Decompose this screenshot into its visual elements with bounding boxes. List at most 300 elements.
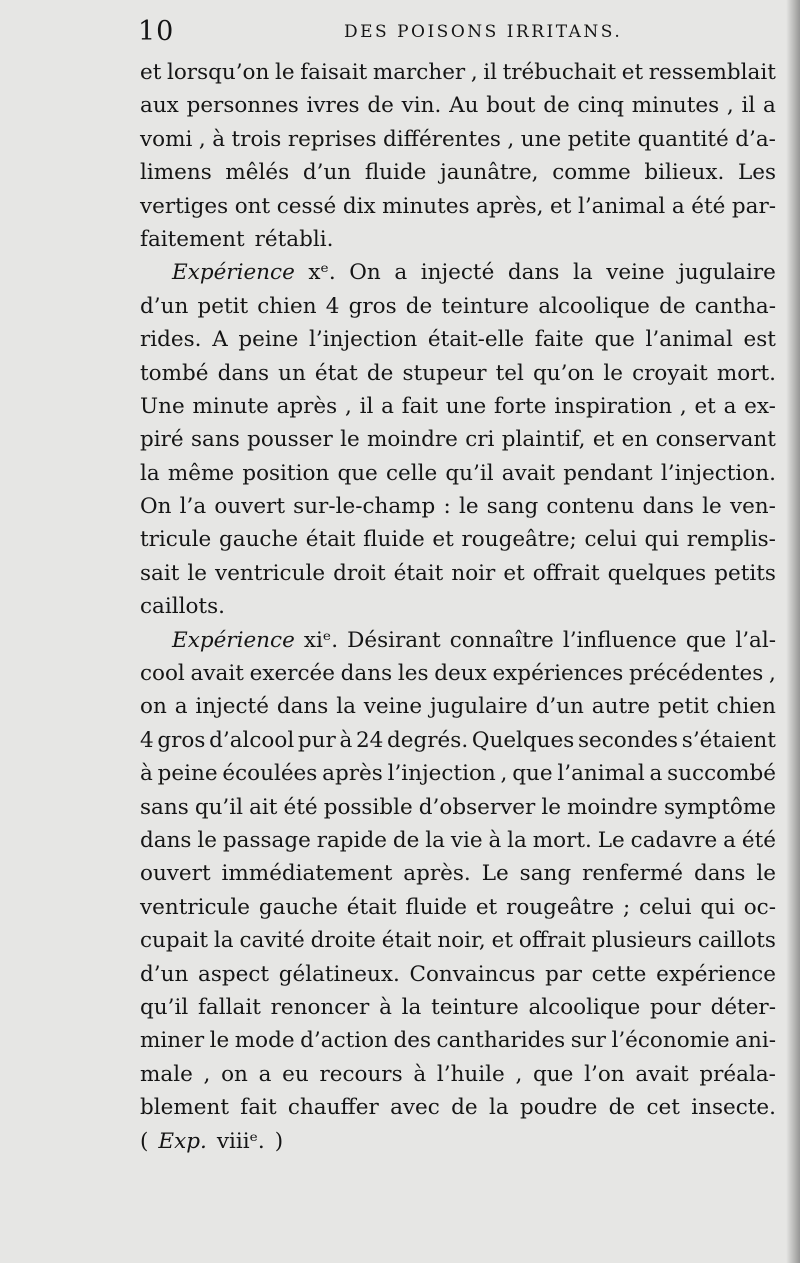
word: le <box>603 360 623 386</box>
word: petits <box>714 560 776 586</box>
text-line <box>140 457 776 490</box>
word: : <box>443 494 451 520</box>
word: qu’il <box>194 794 244 820</box>
word: le <box>340 427 360 453</box>
word: mêlés <box>225 160 290 186</box>
word: fait <box>240 1095 277 1121</box>
text-line <box>140 1058 776 1091</box>
word: dix <box>342 193 376 219</box>
word: le <box>187 560 208 586</box>
word: l’injection <box>309 327 418 353</box>
word: la <box>213 928 234 954</box>
word: poudre <box>520 1095 598 1121</box>
word: faite <box>534 327 584 353</box>
word: injecté <box>195 694 269 720</box>
word: les <box>397 661 429 687</box>
word: d’un <box>535 694 584 720</box>
word: état <box>314 360 358 386</box>
word: mode <box>234 1028 295 1054</box>
word: on <box>140 694 167 720</box>
word: comme <box>552 160 631 186</box>
word: sang <box>486 494 539 520</box>
word: l’animal <box>557 761 645 787</box>
word: sans <box>191 427 240 453</box>
word: 4 <box>325 293 340 319</box>
text-line <box>140 89 776 122</box>
word: vertiges <box>140 193 229 219</box>
word: fait <box>401 393 438 419</box>
word: préala- <box>699 1061 776 1087</box>
word: inspiration <box>554 393 673 419</box>
page-edge-shadow <box>786 0 800 1263</box>
word: la <box>425 827 445 853</box>
word: de <box>608 1095 636 1121</box>
text-line <box>140 190 776 223</box>
word: des <box>393 1028 431 1054</box>
word: en <box>621 427 649 453</box>
word: cette <box>591 961 647 987</box>
word: tombé <box>140 360 209 386</box>
word: xiᵉ. <box>303 627 339 653</box>
word: fallait <box>197 994 261 1020</box>
text-line <box>140 924 776 957</box>
word: le <box>197 827 217 853</box>
word: l’animal <box>645 327 733 353</box>
word: jaunâtre, <box>440 160 539 186</box>
word: dans <box>140 827 192 853</box>
word: insecte. <box>691 1095 776 1121</box>
word: teinture <box>431 994 519 1020</box>
text-line <box>140 690 776 723</box>
word: Convaincus <box>409 961 536 987</box>
word: rétabli. <box>254 226 334 252</box>
word: degrés. <box>387 727 469 753</box>
word: expérience <box>656 961 776 987</box>
word: personnes <box>186 93 299 119</box>
text-line <box>140 323 776 356</box>
word: Expérience <box>172 260 295 286</box>
word: Quelques <box>471 727 575 753</box>
word: de <box>543 93 570 119</box>
text-line <box>140 824 776 857</box>
word: fluide <box>405 894 467 920</box>
text-line <box>140 991 776 1024</box>
word: bilieux. <box>644 160 725 186</box>
word: était <box>393 560 444 586</box>
word: veine <box>606 260 665 286</box>
word: rougeâtre <box>506 894 615 920</box>
word: Au <box>449 93 479 119</box>
word: cool <box>140 661 185 687</box>
word: avait <box>635 1061 689 1087</box>
text-line <box>140 423 776 456</box>
word: possible <box>323 794 413 820</box>
word: la <box>336 694 356 720</box>
word: veine <box>363 694 423 720</box>
word: l’économie <box>611 1028 730 1054</box>
word: fluide <box>363 527 425 553</box>
word: que <box>337 460 378 486</box>
word: caillots <box>697 928 776 954</box>
word: autre <box>591 694 651 720</box>
word: d’a- <box>735 126 776 152</box>
word: que <box>594 327 635 353</box>
word: alcoolique <box>528 994 641 1020</box>
word: il <box>483 60 498 85</box>
word: cessé <box>276 193 337 219</box>
word: a <box>649 761 663 787</box>
word: minutes <box>631 93 720 119</box>
word: mort. <box>532 827 592 853</box>
word: blement <box>140 1095 229 1121</box>
word: s’étaient <box>681 727 776 753</box>
word: a <box>174 694 188 720</box>
word: été <box>283 794 318 820</box>
text-line <box>140 590 776 623</box>
word: le <box>458 494 479 520</box>
word: cadavre <box>630 827 718 853</box>
word: Une <box>140 393 185 419</box>
word: une <box>445 393 487 419</box>
word: l’a <box>179 494 207 520</box>
word: après, <box>476 193 544 219</box>
word: était <box>381 928 432 954</box>
word: l’influence <box>562 627 677 653</box>
word: d’observer <box>418 794 536 820</box>
text-line <box>140 1024 776 1057</box>
word: cavité <box>239 928 305 954</box>
word: sur-le-champ <box>293 494 436 520</box>
word: faitement <box>140 226 245 252</box>
word: ouvert <box>214 494 285 520</box>
word: et <box>475 894 498 920</box>
word: à <box>379 994 392 1020</box>
word: tricule <box>140 527 212 553</box>
word: 24 <box>355 727 384 753</box>
word: la <box>488 1095 509 1121</box>
word: a <box>381 393 394 419</box>
word: la <box>140 460 160 486</box>
word: ani- <box>735 1028 776 1054</box>
word: que <box>533 1061 574 1087</box>
text-line <box>140 757 776 790</box>
word: moindre <box>367 427 458 453</box>
word: droite <box>310 928 376 954</box>
word: alcoolique <box>538 293 650 319</box>
word: contenu <box>546 494 635 520</box>
word: ( <box>140 1128 149 1154</box>
word: oc- <box>743 894 776 920</box>
text-line <box>140 891 776 924</box>
word: de <box>451 1095 478 1121</box>
word: il <box>359 393 374 419</box>
word: été <box>741 827 776 853</box>
word: précédentes <box>629 661 764 687</box>
word: gélatineux. <box>278 961 400 987</box>
word: , <box>507 126 515 152</box>
word: sans <box>140 794 189 820</box>
word: , <box>470 60 478 85</box>
word: a <box>394 260 408 286</box>
word: était <box>305 527 356 553</box>
word: et <box>694 393 716 419</box>
word: et <box>592 427 615 453</box>
word: on <box>221 1061 248 1087</box>
word: ventricule <box>140 894 250 920</box>
word: cupait <box>140 928 208 954</box>
word: d’action <box>300 1028 388 1054</box>
word: trois <box>231 126 282 152</box>
word: peine <box>157 761 218 787</box>
page-header <box>136 16 776 52</box>
word: Le <box>481 861 509 887</box>
word: renoncer <box>270 994 370 1020</box>
word: stupeur <box>402 360 487 386</box>
word: ont <box>234 193 271 219</box>
word: ventricule <box>215 560 326 586</box>
text-line <box>140 523 776 556</box>
word: , <box>726 93 734 119</box>
word: pur <box>297 727 336 753</box>
word: male <box>140 1061 193 1087</box>
word: le <box>541 794 561 820</box>
word: tel <box>495 360 524 386</box>
word: est <box>743 327 776 353</box>
word: il <box>741 93 756 119</box>
word: noir, <box>437 928 486 954</box>
word: aux <box>140 93 179 119</box>
word: dans <box>340 661 393 687</box>
word: Exp. <box>158 1128 207 1154</box>
word: une <box>520 126 562 152</box>
word: Désirant <box>347 627 441 653</box>
word: lorsqu’on <box>166 60 270 85</box>
text-line <box>140 490 776 523</box>
word: était <box>346 894 397 920</box>
word: vomi <box>140 126 193 152</box>
word: que <box>512 761 553 787</box>
word: dans <box>507 260 560 286</box>
word: dans <box>693 861 746 887</box>
word: immédiatement <box>221 861 393 887</box>
word: l’al- <box>735 627 776 653</box>
word: trébuchait <box>502 60 617 85</box>
word: pousser <box>247 427 333 453</box>
word: passage <box>222 827 311 853</box>
word: celui <box>584 527 637 553</box>
word: On <box>140 494 172 520</box>
word: de <box>367 93 394 119</box>
word: qui <box>644 527 680 553</box>
word: d’alcool <box>209 727 295 753</box>
word: cri <box>465 427 495 453</box>
word: cantha- <box>694 293 776 319</box>
word: le <box>274 60 295 85</box>
word: et <box>491 928 514 954</box>
word: Expérience <box>172 627 295 653</box>
body-text <box>140 56 776 1158</box>
word: sait <box>140 560 180 586</box>
word: ouvert <box>140 861 211 887</box>
word: de <box>392 827 420 853</box>
word: ven- <box>729 494 776 520</box>
word: plaintif, <box>501 427 586 453</box>
text-line <box>140 223 776 256</box>
word: viiiᵉ. <box>216 1128 265 1154</box>
word: après. <box>403 861 471 887</box>
word: a <box>671 193 685 219</box>
word: gros <box>157 727 206 753</box>
word: petit <box>197 293 249 319</box>
word: et <box>503 560 525 586</box>
word: succombé <box>667 761 776 787</box>
word: symptôme <box>663 794 776 820</box>
word: moindre <box>567 794 658 820</box>
word: offrait <box>518 928 586 954</box>
word: qu’il <box>445 460 494 486</box>
word: à <box>339 727 353 753</box>
word: et <box>432 527 454 553</box>
word: écoulées <box>222 761 318 787</box>
word: qui <box>700 894 735 920</box>
word: On <box>349 260 381 286</box>
word: mort. <box>716 360 776 386</box>
word: , <box>500 761 508 787</box>
word: xᵉ. <box>308 260 336 286</box>
text-line-reference <box>140 1125 776 1158</box>
word: sang <box>519 861 572 887</box>
word: vin. <box>401 93 442 119</box>
text-line <box>140 56 776 89</box>
word: à <box>140 761 153 787</box>
word: forte <box>493 393 547 419</box>
word: l’animal <box>577 193 666 219</box>
text-line <box>140 357 776 390</box>
word: droit <box>333 560 386 586</box>
text-line-experience-heading <box>140 256 776 289</box>
word: marcher <box>372 60 466 85</box>
text-line-experience-heading <box>140 624 776 657</box>
word: vie <box>450 827 483 853</box>
word: la <box>507 827 527 853</box>
word: le <box>756 861 776 887</box>
word: d’un <box>140 293 189 319</box>
text-line <box>140 390 776 423</box>
word: à <box>488 827 502 853</box>
word: Le <box>597 827 625 853</box>
word: après <box>322 761 383 787</box>
word: avait <box>190 661 244 687</box>
word: , <box>515 1061 523 1087</box>
word: deux <box>434 661 487 687</box>
word: pour <box>649 994 701 1020</box>
word: plusieurs <box>591 928 692 954</box>
word: Les <box>737 160 776 186</box>
word: quantité <box>637 126 729 152</box>
word: déter- <box>710 994 776 1020</box>
word: , <box>679 393 687 419</box>
word: ressemblait <box>648 60 776 85</box>
word: ) <box>274 1128 284 1154</box>
text-line <box>140 156 776 189</box>
word: a <box>723 827 736 853</box>
word: A <box>212 327 228 353</box>
word: , <box>203 1061 211 1087</box>
word: ex- <box>744 393 776 419</box>
word: l’huile <box>436 1061 505 1087</box>
text-line <box>140 958 776 991</box>
word: ivres <box>306 93 360 119</box>
word: d’un <box>302 160 352 186</box>
word: cantharides <box>436 1028 566 1054</box>
word: expériences <box>492 661 624 687</box>
word: le <box>209 1028 230 1054</box>
word: été <box>691 193 726 219</box>
word: de <box>659 293 686 319</box>
word: dans <box>217 360 270 386</box>
word: jugulaire <box>430 694 528 720</box>
word: sur <box>570 1028 606 1054</box>
word: était-elle <box>427 327 525 353</box>
word: miner <box>140 1028 205 1054</box>
word: , <box>769 661 776 687</box>
word: l’injection. <box>660 460 776 486</box>
word: petit <box>657 694 709 720</box>
word: que <box>685 627 727 653</box>
word: a <box>763 93 776 119</box>
word: caillots. <box>140 594 225 620</box>
word: un <box>278 360 306 386</box>
word: renfermé <box>582 861 684 887</box>
text-line <box>140 557 776 590</box>
word: fluide <box>364 160 427 186</box>
word: dans <box>642 494 694 520</box>
word: et <box>140 60 162 85</box>
word: à <box>413 1061 427 1087</box>
word: piré <box>140 427 184 453</box>
text-line <box>140 123 776 156</box>
word: offrait <box>532 560 600 586</box>
word: cinq <box>577 93 625 119</box>
word: eu <box>282 1061 309 1087</box>
word: par- <box>731 193 776 219</box>
word: à <box>212 126 226 152</box>
word: position <box>242 460 330 486</box>
word: minutes <box>382 193 470 219</box>
word: après <box>276 393 338 419</box>
word: même <box>167 460 235 486</box>
word: gros <box>348 293 397 319</box>
word: gauche <box>219 527 299 553</box>
word: bout <box>486 93 536 119</box>
text-line <box>140 290 776 323</box>
word: la <box>401 994 422 1020</box>
word: peine <box>238 327 299 353</box>
word: rides. <box>140 327 202 353</box>
word: celui <box>639 894 692 920</box>
word: pendant <box>563 460 653 486</box>
word: qu’il <box>140 994 189 1020</box>
word: rapide <box>316 827 387 853</box>
word: qu’on <box>533 360 595 386</box>
word: l’injection <box>387 761 496 787</box>
word: celle <box>385 460 438 486</box>
word: chien <box>257 293 317 319</box>
word: injecté <box>420 260 495 286</box>
word: secondes <box>577 727 679 753</box>
word: ; <box>622 894 631 920</box>
word: chauffer <box>287 1095 379 1121</box>
